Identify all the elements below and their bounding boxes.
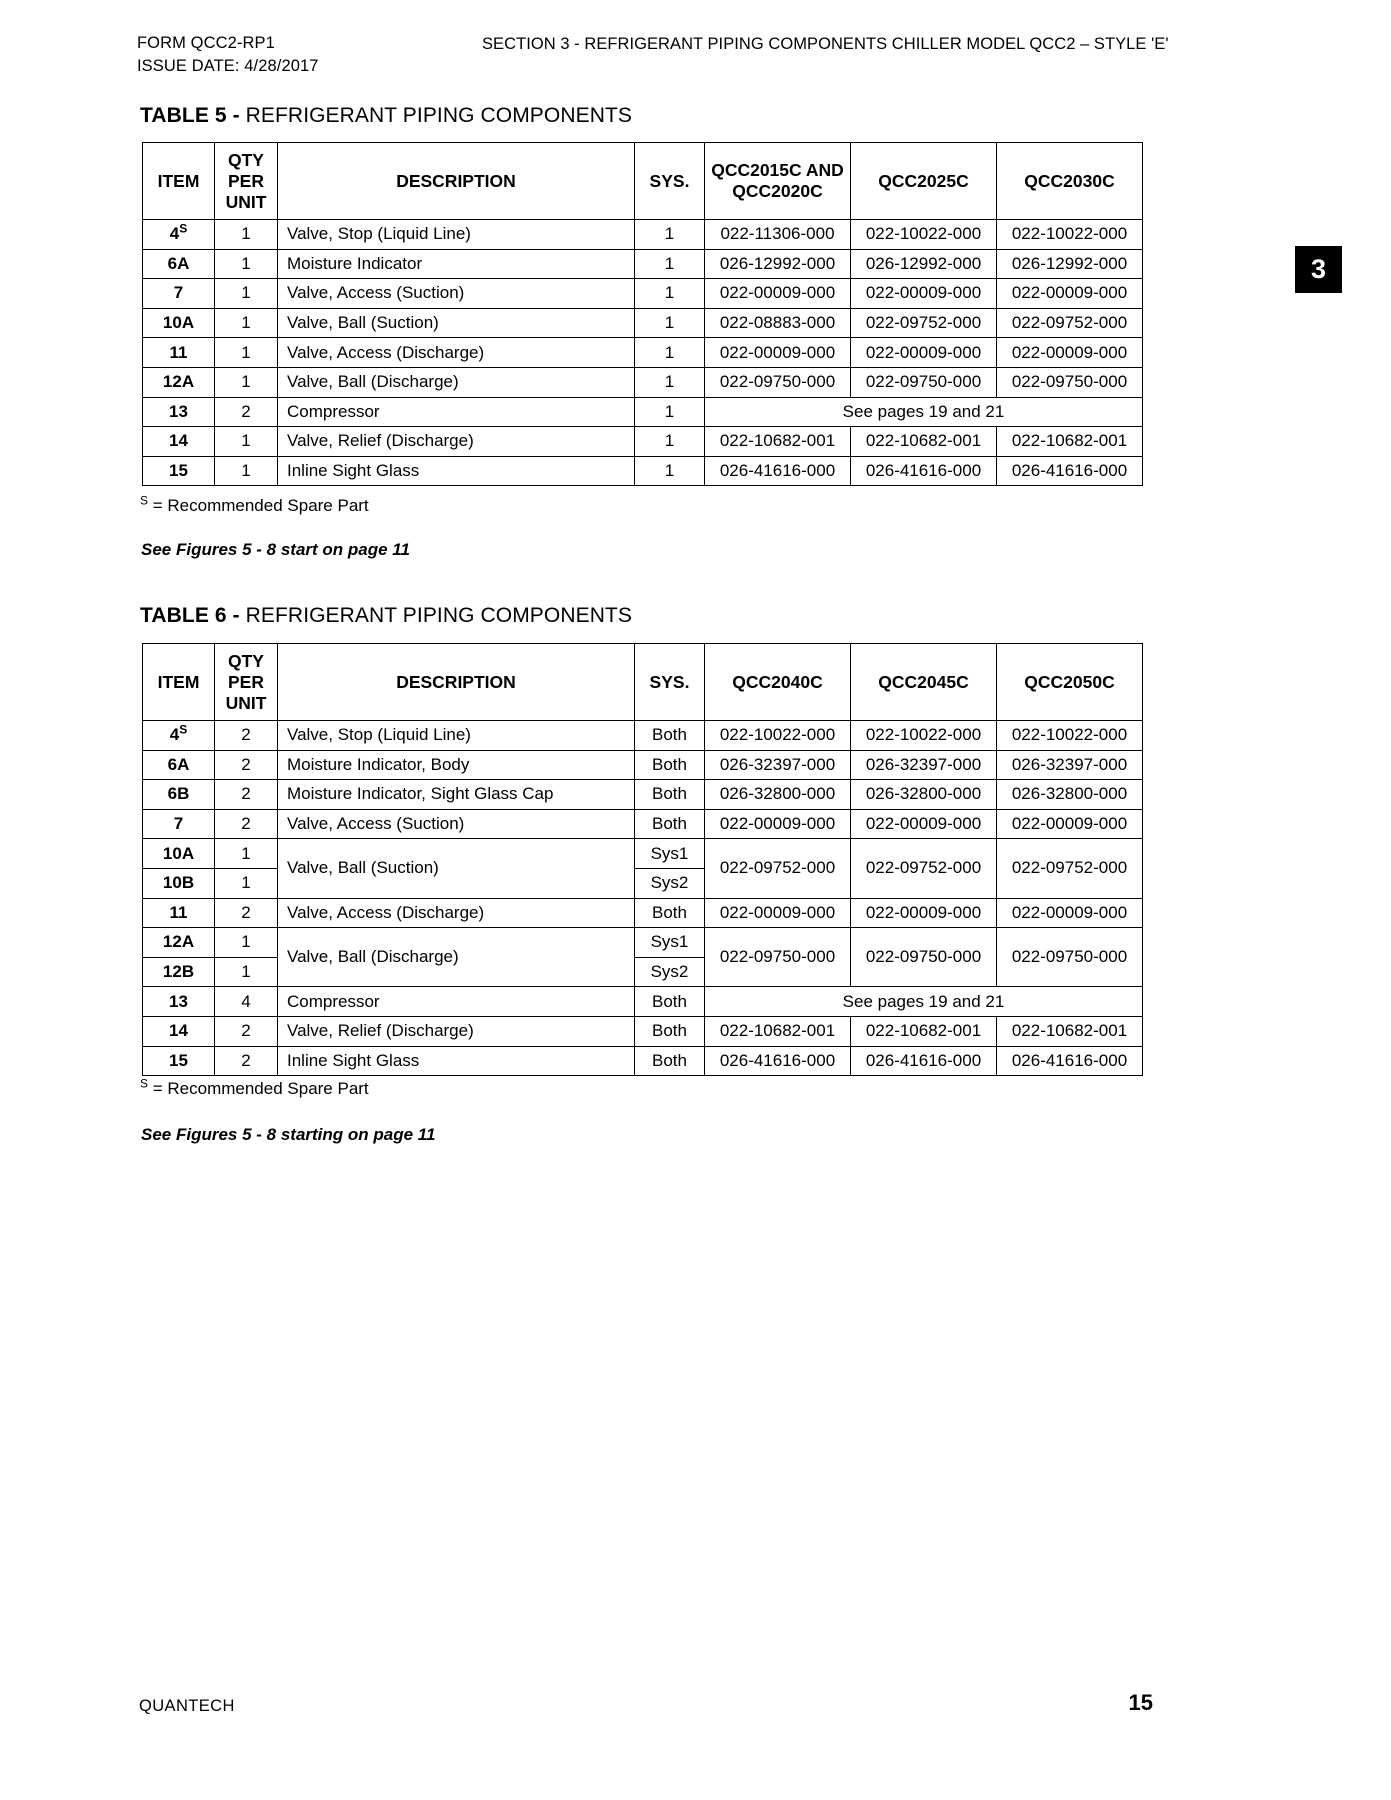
cell-qty: 1 — [215, 279, 278, 309]
cell-sys: 1 — [635, 397, 705, 427]
cell-part-model1: 026-32800-000 — [705, 780, 851, 810]
cell-qty: 2 — [215, 898, 278, 928]
table-row — [143, 721, 1143, 751]
cell-part-model3: 022-09750-000 — [997, 367, 1143, 397]
table6-footnote-superscript: S — [140, 1076, 149, 1091]
section-tab-marker: 3 — [1295, 246, 1342, 293]
cell-sys: 1 — [635, 249, 705, 279]
cell-qty: 2 — [215, 721, 278, 751]
header-issue-date: ISSUE DATE: 4/28/2017 — [137, 57, 319, 75]
table6-caption-title: REFRIGERANT PIPING COMPONENTS — [245, 604, 633, 627]
table6-col-model-2: QCC2045C — [851, 644, 997, 721]
table5-col-model-1-line1: QCC2015C AND — [711, 160, 844, 180]
cell-sys: Both — [635, 898, 705, 928]
cell-part-model3: 022-00009-000 — [997, 809, 1143, 839]
cell-sys: 1 — [635, 456, 705, 486]
cell-item: 7 — [143, 809, 215, 839]
table5-caption-title: REFRIGERANT PIPING COMPONENTS — [245, 104, 633, 127]
cell-part-model1: 022-08883-000 — [705, 308, 851, 338]
cell-part-model3: 022-00009-000 — [997, 279, 1143, 309]
cell-item: 10A — [143, 839, 215, 869]
cell-item: 12A — [143, 928, 215, 958]
table-row — [143, 1046, 1143, 1076]
table6-body — [143, 721, 1143, 1076]
table5-header-row — [143, 143, 1143, 220]
table-row — [143, 220, 1143, 250]
cell-qty: 1 — [215, 308, 278, 338]
cell-qty: 1 — [215, 868, 278, 898]
cell-item: 7 — [143, 279, 215, 309]
cell-sys: 1 — [635, 338, 705, 368]
cell-qty: 1 — [215, 928, 278, 958]
cell-item: 6B — [143, 780, 215, 810]
cell-part-model3: 022-10022-000 — [997, 220, 1143, 250]
cell-part-model3: 022-00009-000 — [997, 338, 1143, 368]
table5-col-model-2: QCC2025C — [851, 143, 997, 220]
cell-sys: 1 — [635, 279, 705, 309]
cell-qty: 1 — [215, 957, 278, 987]
table-row — [143, 987, 1143, 1017]
cell-part-model3: 022-10682-001 — [997, 1016, 1143, 1046]
table-row-merged-discharge-a — [143, 928, 1143, 958]
cell-sys: Both — [635, 809, 705, 839]
cell-part-model3: 022-10682-001 — [997, 427, 1143, 457]
cell-item: 15 — [143, 1046, 215, 1076]
table-row — [143, 780, 1143, 810]
cell-part-model1: 022-10682-001 — [705, 1016, 851, 1046]
cell-part-model2: 022-00009-000 — [851, 279, 997, 309]
cell-part-model1: 022-10022-000 — [705, 721, 851, 751]
cell-description: Inline Sight Glass — [278, 1046, 635, 1076]
cell-qty: 2 — [215, 397, 278, 427]
cell-item: 10B — [143, 868, 215, 898]
cell-part-model3-merged: 022-09752-000 — [997, 839, 1143, 898]
cell-description-merged: Valve, Ball (Discharge) — [278, 928, 635, 987]
table6-col-model-1: QCC2040C — [705, 644, 851, 721]
cell-part-model3: 026-12992-000 — [997, 249, 1143, 279]
cell-part-model3: 022-10022-000 — [997, 721, 1143, 751]
table-row — [143, 1016, 1143, 1046]
table6-col-qty-line2: PER — [228, 671, 264, 692]
table6-col-qty-line1: QTY — [228, 650, 264, 671]
table-row — [143, 809, 1143, 839]
cell-qty: 1 — [215, 456, 278, 486]
cell-item: 14 — [143, 1016, 215, 1046]
cell-description: Valve, Ball (Suction) — [278, 308, 635, 338]
table5-col-description: DESCRIPTION — [278, 143, 635, 220]
table-row — [143, 367, 1143, 397]
cell-description: Compressor — [278, 397, 635, 427]
cell-sys: Both — [635, 750, 705, 780]
table-row — [143, 456, 1143, 486]
cell-description: Valve, Ball (Discharge) — [278, 367, 635, 397]
cell-part-model3: 026-32800-000 — [997, 780, 1143, 810]
table5-caption-label: TABLE 5 - — [140, 104, 246, 127]
table-row — [143, 338, 1143, 368]
cell-qty: 2 — [215, 1016, 278, 1046]
cell-qty: 1 — [215, 839, 278, 869]
cell-part-model2: 026-32800-000 — [851, 780, 997, 810]
table-row-merged-suction-a — [143, 839, 1143, 869]
footer-brand: QUANTECH — [139, 1697, 235, 1715]
cell-part-model1: 022-11306-000 — [705, 220, 851, 250]
table-row — [143, 750, 1143, 780]
cell-part-model3: 022-09752-000 — [997, 308, 1143, 338]
cell-part-model3: 026-32397-000 — [997, 750, 1143, 780]
cell-part-model2: 022-10022-000 — [851, 220, 997, 250]
cell-part-model2: 022-10682-001 — [851, 1016, 997, 1046]
cell-part-model2: 022-09752-000 — [851, 308, 997, 338]
cell-item: 13 — [143, 397, 215, 427]
table6-header-row — [143, 644, 1143, 721]
cell-part-model1: 022-00009-000 — [705, 898, 851, 928]
footer-page-number: 15 — [1128, 1690, 1153, 1715]
cell-qty: 1 — [215, 220, 278, 250]
spare-part-marker: S — [179, 221, 188, 236]
cell-span-reference: See pages 19 and 21 — [705, 987, 1143, 1017]
cell-qty: 2 — [215, 809, 278, 839]
table6-col-item: ITEM — [143, 644, 215, 721]
cell-description: Valve, Stop (Liquid Line) — [278, 220, 635, 250]
cell-part-model2: 022-00009-000 — [851, 338, 997, 368]
table5-col-qty-line3: UNIT — [225, 191, 267, 212]
cell-description: Valve, Stop (Liquid Line) — [278, 721, 635, 751]
cell-item: 6A — [143, 750, 215, 780]
cell-part-model3: 026-41616-000 — [997, 1046, 1143, 1076]
table-row — [143, 279, 1143, 309]
cell-qty: 2 — [215, 1046, 278, 1076]
table6-caption-label: TABLE 6 - — [140, 604, 246, 627]
cell-description: Moisture Indicator, Body — [278, 750, 635, 780]
cell-part-model2: 022-00009-000 — [851, 898, 997, 928]
cell-qty: 2 — [215, 780, 278, 810]
cell-part-model1-merged: 022-09750-000 — [705, 928, 851, 987]
cell-item: 12B — [143, 957, 215, 987]
header-form-number: FORM QCC2-RP1 — [137, 34, 275, 52]
cell-description: Valve, Access (Suction) — [278, 279, 635, 309]
table5-footnote-text: = Recommended Spare Part — [148, 496, 369, 515]
table5-col-sys: SYS. — [635, 143, 705, 220]
table5-figure-note: See Figures 5 - 8 start on page 11 — [141, 540, 410, 559]
cell-part-model3-merged: 022-09750-000 — [997, 928, 1143, 987]
cell-item — [143, 721, 215, 751]
table6-footnote — [140, 1076, 369, 1099]
table-row — [143, 249, 1143, 279]
cell-item: 13 — [143, 987, 215, 1017]
table-row — [143, 427, 1143, 457]
cell-part-model1: 022-10682-001 — [705, 427, 851, 457]
cell-qty: 1 — [215, 249, 278, 279]
cell-description: Valve, Relief (Discharge) — [278, 427, 635, 457]
table6-footnote-text: = Recommended Spare Part — [148, 1079, 369, 1098]
table5-footnote — [140, 493, 369, 516]
cell-part-model3: 022-00009-000 — [997, 898, 1143, 928]
table6-figure-note: See Figures 5 - 8 starting on page 11 — [141, 1125, 436, 1144]
cell-description: Compressor — [278, 987, 635, 1017]
cell-description: Valve, Access (Suction) — [278, 809, 635, 839]
table6-col-sys: SYS. — [635, 644, 705, 721]
table6-col-model-3: QCC2050C — [997, 644, 1143, 721]
cell-sys: Both — [635, 721, 705, 751]
running-header — [137, 32, 1257, 80]
cell-sys: 1 — [635, 220, 705, 250]
cell-sys: Sys1 — [635, 839, 705, 869]
item-number: 4 — [169, 224, 180, 244]
cell-description: Inline Sight Glass — [278, 456, 635, 486]
cell-part-model1: 026-41616-000 — [705, 456, 851, 486]
table5-col-model-1 — [705, 143, 851, 220]
table-row — [143, 898, 1143, 928]
cell-description: Valve, Access (Discharge) — [278, 898, 635, 928]
table5-col-item: ITEM — [143, 143, 215, 220]
item-number: 4 — [169, 725, 180, 745]
cell-item: 12A — [143, 367, 215, 397]
cell-description: Moisture Indicator — [278, 249, 635, 279]
cell-description-merged: Valve, Ball (Suction) — [278, 839, 635, 898]
table5-col-qty-line2: PER — [228, 170, 264, 191]
cell-part-model2: 022-10682-001 — [851, 427, 997, 457]
cell-part-model2-merged: 022-09752-000 — [851, 839, 997, 898]
cell-item: 11 — [143, 338, 215, 368]
cell-item: 6A — [143, 249, 215, 279]
table5-caption — [140, 104, 632, 128]
cell-sys: Sys1 — [635, 928, 705, 958]
cell-part-model3: 026-41616-000 — [997, 456, 1143, 486]
cell-sys: Both — [635, 780, 705, 810]
table6-col-qty-line3: UNIT — [225, 692, 267, 713]
cell-sys: Sys2 — [635, 868, 705, 898]
cell-item: 15 — [143, 456, 215, 486]
cell-part-model1: 026-41616-000 — [705, 1046, 851, 1076]
table-row — [143, 308, 1143, 338]
table-row — [143, 397, 1143, 427]
cell-part-model2: 026-41616-000 — [851, 456, 997, 486]
cell-item — [143, 220, 215, 250]
cell-part-model1-merged: 022-09752-000 — [705, 839, 851, 898]
table6-caption — [140, 604, 632, 628]
table6-col-qty — [215, 644, 278, 721]
cell-sys: Both — [635, 1046, 705, 1076]
cell-part-model2: 026-32397-000 — [851, 750, 997, 780]
cell-part-model2: 022-00009-000 — [851, 809, 997, 839]
cell-sys: 1 — [635, 427, 705, 457]
cell-sys: Both — [635, 1016, 705, 1046]
cell-part-model1: 022-00009-000 — [705, 809, 851, 839]
cell-sys: 1 — [635, 367, 705, 397]
table6-col-description: DESCRIPTION — [278, 644, 635, 721]
cell-part-model1: 026-12992-000 — [705, 249, 851, 279]
table5-col-qty — [215, 143, 278, 220]
table5-col-model-3: QCC2030C — [997, 143, 1143, 220]
table5-footnote-superscript: S — [140, 493, 149, 508]
cell-sys: Both — [635, 987, 705, 1017]
cell-description: Moisture Indicator, Sight Glass Cap — [278, 780, 635, 810]
table6 — [142, 643, 1143, 1076]
cell-item: 10A — [143, 308, 215, 338]
table5-body — [143, 220, 1143, 486]
cell-qty: 2 — [215, 750, 278, 780]
cell-part-model1: 026-32397-000 — [705, 750, 851, 780]
cell-part-model2: 022-09750-000 — [851, 367, 997, 397]
table5 — [142, 142, 1143, 486]
header-section-line: SECTION 3 - REFRIGERANT PIPING COMPONENTS CHILLER MODEL QCC2 – STYLE 'E' — [482, 35, 1169, 53]
cell-part-model2: 026-41616-000 — [851, 1046, 997, 1076]
header-form-block — [137, 32, 319, 78]
cell-sys: Sys2 — [635, 957, 705, 987]
cell-part-model1: 022-00009-000 — [705, 279, 851, 309]
cell-description: Valve, Access (Discharge) — [278, 338, 635, 368]
cell-description: Valve, Relief (Discharge) — [278, 1016, 635, 1046]
cell-item: 11 — [143, 898, 215, 928]
cell-part-model1: 022-09750-000 — [705, 367, 851, 397]
cell-sys: 1 — [635, 308, 705, 338]
cell-part-model2: 022-10022-000 — [851, 721, 997, 751]
cell-qty: 1 — [215, 427, 278, 457]
cell-span-reference: See pages 19 and 21 — [705, 397, 1143, 427]
cell-part-model2: 026-12992-000 — [851, 249, 997, 279]
spare-part-marker: S — [179, 722, 188, 737]
cell-part-model2-merged: 022-09750-000 — [851, 928, 997, 987]
table5-col-model-1-line2: QCC2020C — [732, 181, 823, 201]
cell-qty: 1 — [215, 338, 278, 368]
table5-col-qty-line1: QTY — [228, 149, 264, 170]
cell-part-model1: 022-00009-000 — [705, 338, 851, 368]
cell-item: 14 — [143, 427, 215, 457]
cell-qty: 1 — [215, 367, 278, 397]
cell-qty: 4 — [215, 987, 278, 1017]
